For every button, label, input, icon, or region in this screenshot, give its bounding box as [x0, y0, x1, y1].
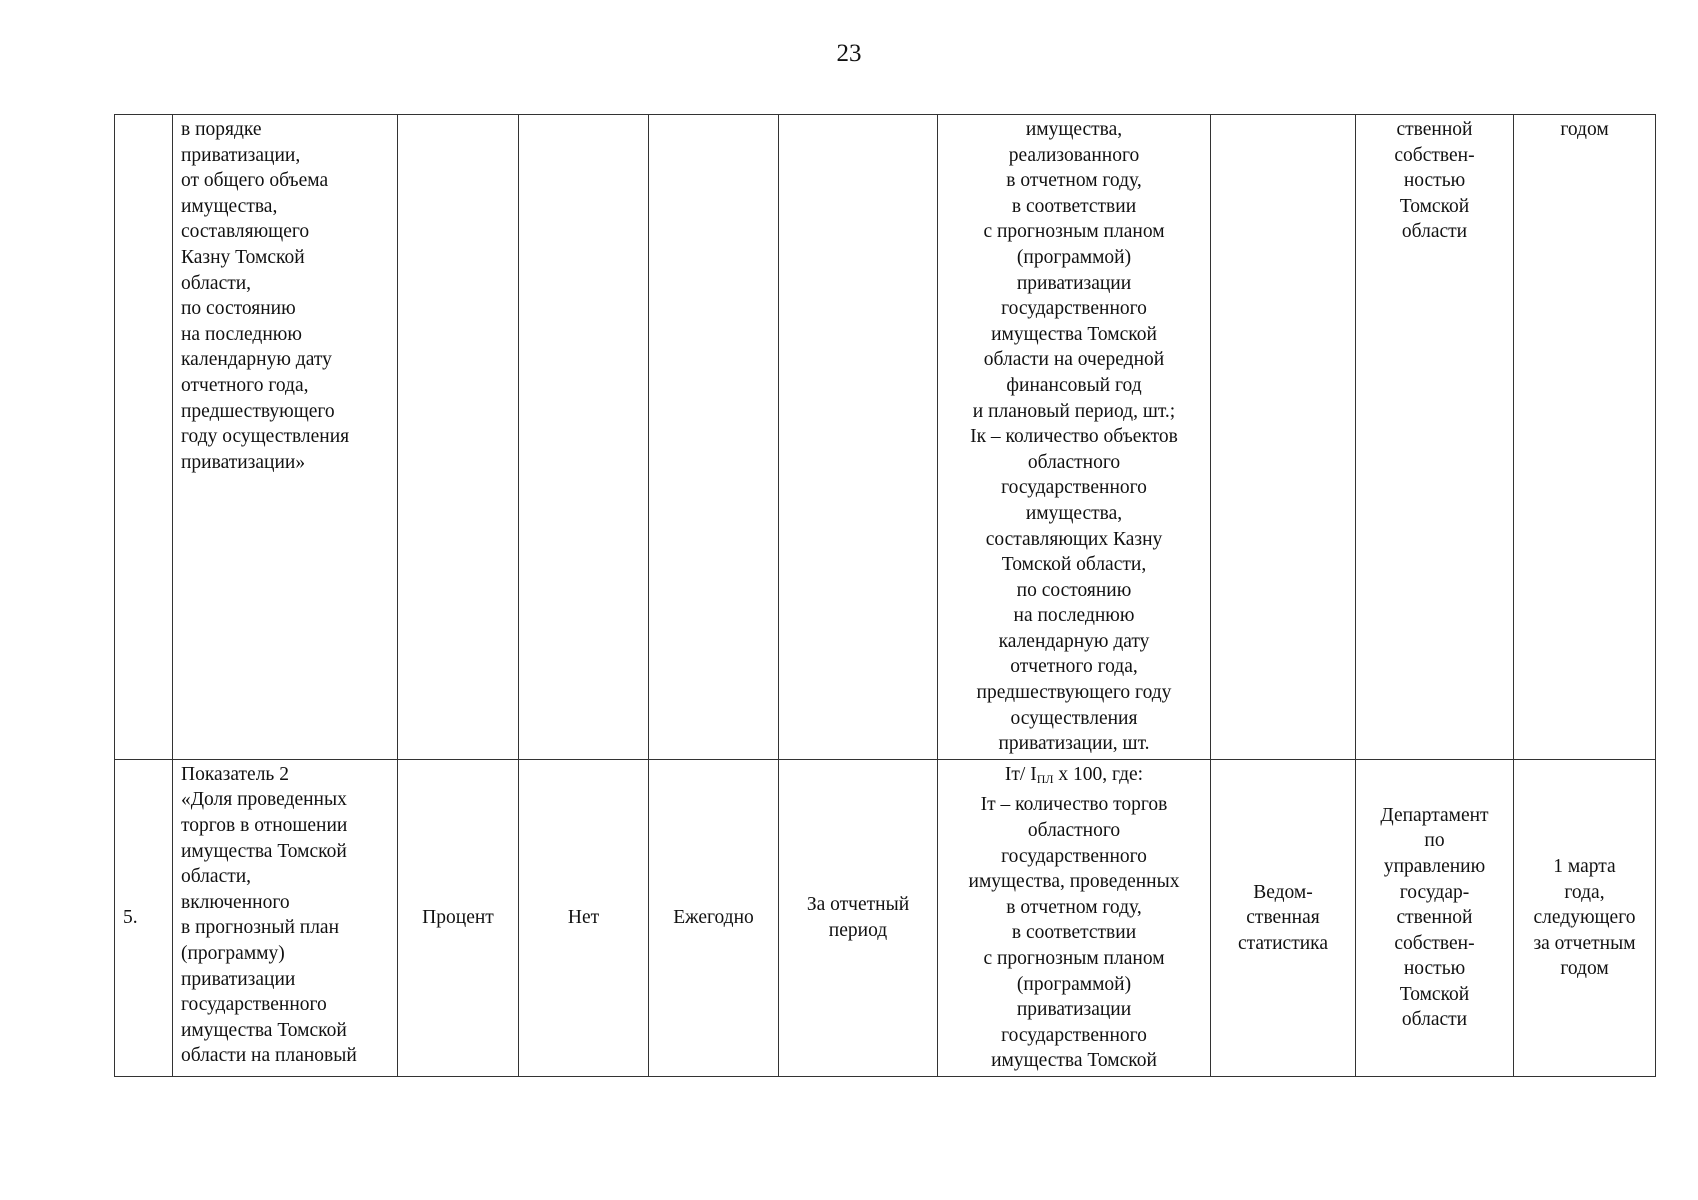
cell-frequency	[649, 115, 779, 760]
cell-period	[779, 115, 938, 760]
cell-deadline: 1 марта года, следующего за отчетным годом	[1514, 759, 1656, 1076]
cell-method	[1211, 115, 1356, 760]
cell-frequency: Ежегодно	[649, 759, 779, 1076]
cell-indicator-name: в порядке приватизации, от общего объема имущества, составляющего Казну Томской области, по состоянию на последнюю календарную дату отчетного года, предшествующего году осуществления приватизации»	[173, 115, 398, 760]
formula-header-part-a: Iт/ I	[1004, 763, 1037, 785]
cell-num	[115, 115, 173, 760]
page-number: 23	[836, 40, 862, 67]
formula-header	[946, 762, 1202, 793]
formula-header-subscript: ПЛ	[1036, 771, 1054, 786]
cell-growth	[519, 115, 649, 760]
cell-method: Ведом- ственная статистика	[1211, 759, 1356, 1076]
cell-indicator-name: Показатель 2 «Доля проведенных торгов в отношении имущества Томской области, включенного в прогнозный план (программу) приватизации государственного имущества Томской области на плановый	[173, 759, 398, 1076]
cell-period: За отчетный период	[779, 759, 938, 1076]
cell-formula: имущества, реализованного в отчетном году, в соответствии с прогнозным планом (программой) приватизации государственного имущества Томской области на очередной финансовый год и плановый период, шт.; Iк – количество объектов областного государственного имущества, составляющих Казну Томской области, по состоянию на последнюю календарную дату отчетного года, предшествующего году осуществления приватизации, шт.	[938, 115, 1211, 760]
cell-num: 5.	[115, 759, 173, 1076]
cell-responsible: ственной собствен- ностью Томской области	[1356, 115, 1514, 760]
cell-responsible: Департамент по управлению государ- ственной собствен- ностью Томской области	[1356, 759, 1514, 1076]
cell-unit	[398, 115, 519, 760]
cell-formula	[938, 759, 1211, 1076]
table-row-continued	[115, 115, 1656, 760]
table-row-5	[115, 759, 1656, 1076]
indicator-table	[114, 114, 1656, 1077]
formula-text: Iт – количество торгов областного государственного имущества, проведенных в отчетном году, в соответствии с прогнозным планом (программой) приватизации государственного имущества Томской	[968, 794, 1180, 1072]
cell-growth: Нет	[519, 759, 649, 1076]
cell-deadline: годом	[1514, 115, 1656, 760]
formula-header-part-b: х 100, где:	[1053, 763, 1144, 785]
cell-unit: Процент	[398, 759, 519, 1076]
